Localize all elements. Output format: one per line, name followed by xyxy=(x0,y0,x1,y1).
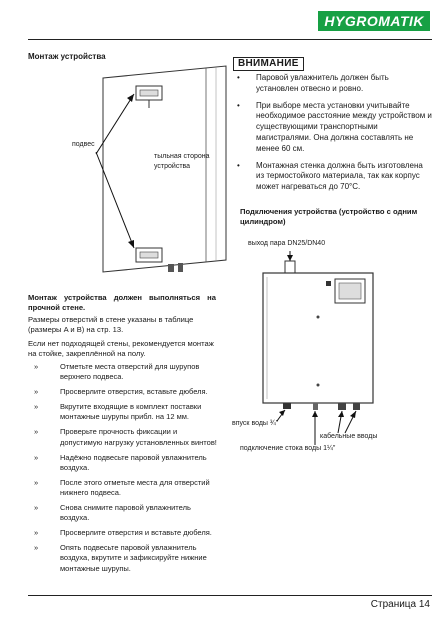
bullet: » xyxy=(34,543,39,553)
list-item xyxy=(28,478,218,498)
bullet: » xyxy=(34,528,39,538)
water-inlet-label: впуск воды ¾" xyxy=(232,420,279,427)
list-item xyxy=(28,427,218,447)
list-item xyxy=(28,528,218,538)
list-item xyxy=(28,362,218,382)
bullet: » xyxy=(34,477,39,487)
step-text: Вкрутите входящие в комплект поставки монтажные шурупы прибл. на 12 мм. xyxy=(60,402,202,422)
step-text: Снова снимите паровой увлажнитель воздуха. xyxy=(60,503,191,523)
step-text: Отметьте места отверстий для шурупов верхнего подвеса. xyxy=(60,362,200,382)
warning-list xyxy=(233,73,433,199)
warning-text: Паровой увлажнитель должен быть установлен отвесно и ровно. xyxy=(256,73,389,93)
list-item xyxy=(28,402,218,422)
bullet: » xyxy=(34,362,39,371)
bullet: » xyxy=(34,427,39,437)
paragraph-hole-sizes: Размеры отверстий в стене указаны в таблице (размеры A и B) на стр. 13. xyxy=(28,315,194,335)
mounting-steps-list xyxy=(28,362,218,579)
back-side-label-line1: тыльная сторона xyxy=(154,153,210,160)
bullet: • xyxy=(237,73,240,82)
warning-text: Монтажная стенка должна быть изготовлена из термостойкого материала, так как корпус может нагреваться до 70°C. xyxy=(256,160,423,192)
page-number: Страница 14 xyxy=(370,599,430,610)
hanger-label: подвес xyxy=(72,141,95,148)
back-side-label-line2: устройства xyxy=(154,163,191,170)
section-title-mounting: Монтаж устройства xyxy=(28,52,106,61)
warning-text: При выборе места установки учитывайте необходимое расстояние между устройством и существующими транспортными магистралями. Она должна составлять не менее 60 см. xyxy=(256,100,432,153)
footer-rule xyxy=(28,595,432,596)
bullet: » xyxy=(34,452,39,462)
list-item xyxy=(28,387,218,397)
step-text: Проверьте прочность фиксации и допустимую нагрузку установленных винтов! xyxy=(60,427,217,447)
list-item xyxy=(233,161,433,193)
list-item xyxy=(233,73,433,95)
steam-outlet-label: выход пара DN25/DN40 xyxy=(248,240,326,247)
paragraph-stand-mount: Если нет подходящей стены, рекомендуется монтаж на стойке, закреплённой на полу. xyxy=(28,339,214,359)
warning-heading: ВНИМАНИЕ xyxy=(233,57,304,71)
back-side-label xyxy=(154,152,234,172)
bullet: » xyxy=(34,387,39,397)
list-item xyxy=(233,101,433,155)
step-text: Просверлите отверстия и вставьте дюбеля. xyxy=(60,528,212,538)
bullet: • xyxy=(237,100,240,110)
drain-connection-label: подключение стока воды 1¼" xyxy=(240,445,336,452)
hygromatik-logo: HYGROMATIK xyxy=(318,11,430,31)
header-rule xyxy=(28,39,432,40)
list-item xyxy=(28,453,218,473)
mounting-note-bold: Монтаж устройства должен выполняться на прочной стене. xyxy=(28,293,216,312)
step-text: Надёжно подвесьте паровой увлажнитель воздуха. xyxy=(60,452,207,472)
connections-title: Подключения устройства (устройство с одним цилиндром) xyxy=(240,207,418,226)
bullet: » xyxy=(34,402,39,412)
bullet: » xyxy=(34,503,39,513)
step-text: После этого отметьте места для отверстий нижнего подвеса. xyxy=(60,477,210,497)
list-item xyxy=(28,543,218,573)
bullet: • xyxy=(237,160,240,170)
cable-inputs-label: кабельные вводы xyxy=(320,433,378,440)
step-text: Просверлите отверстия, вставьте дюбеля. xyxy=(60,387,208,397)
list-item xyxy=(28,503,218,523)
step-text: Опять подвесьте паровой увлажнитель воздуха, вкрутите и зафиксируйте нижние монтажные шурупы. xyxy=(60,543,207,573)
mounting-diagram xyxy=(28,60,233,285)
